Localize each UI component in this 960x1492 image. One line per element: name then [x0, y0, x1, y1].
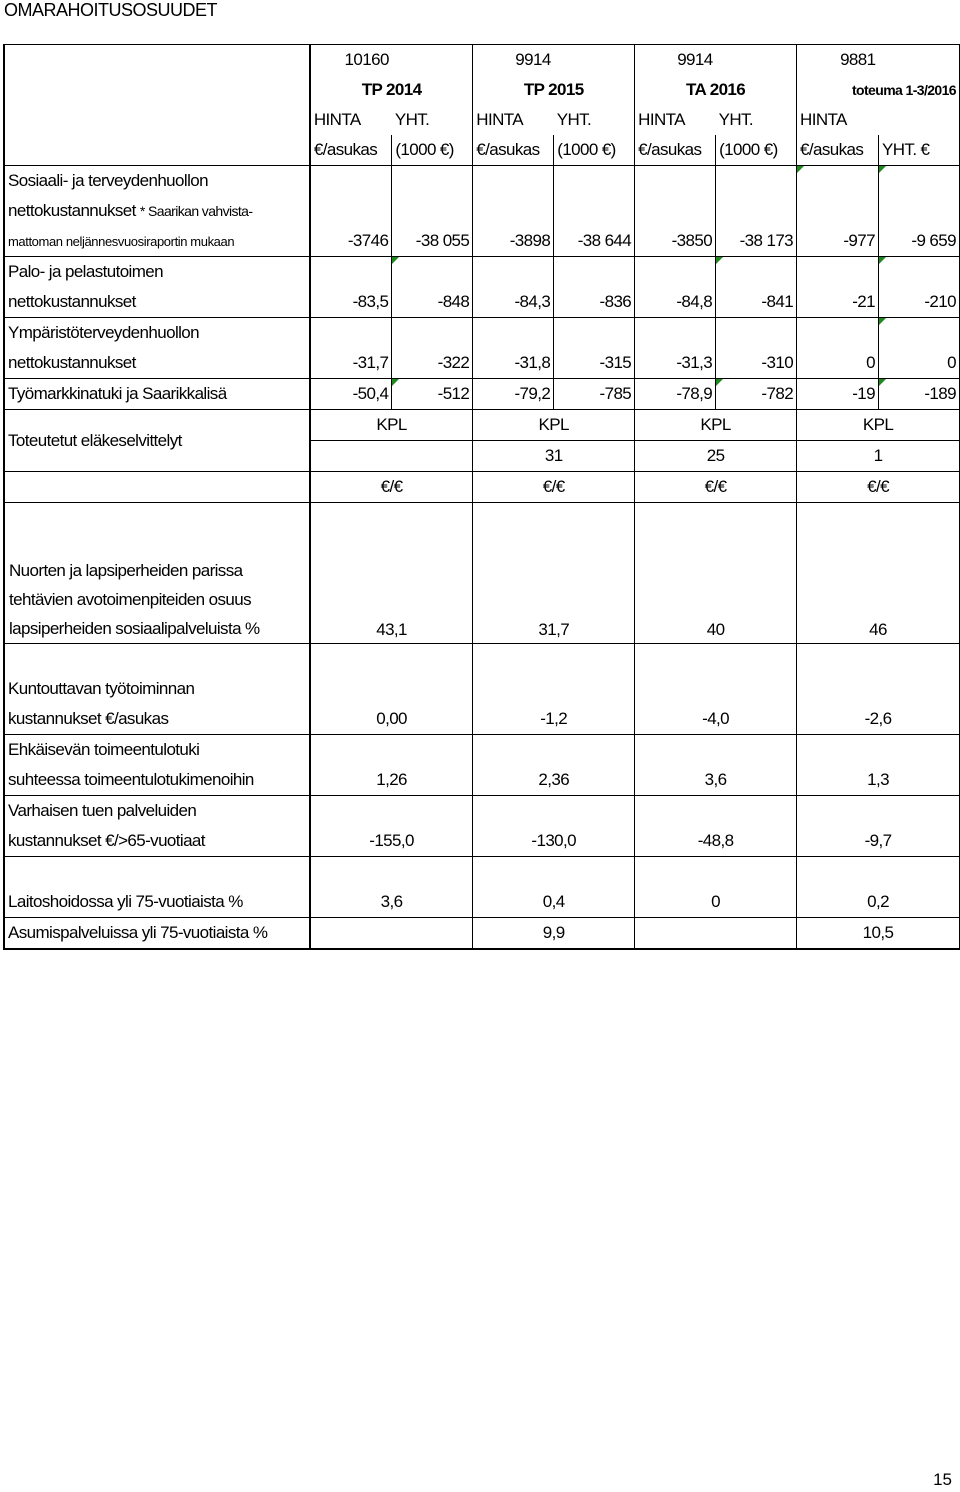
period-tp2014: TP 2014: [361, 80, 422, 99]
table-cell: -785: [554, 379, 635, 410]
col-hinta-toteuma: HINTA: [797, 105, 879, 135]
table-row-asumis: [4, 918, 960, 950]
table-cell: [310, 918, 473, 950]
table-cell: [635, 918, 797, 950]
table-cell: 9,9: [473, 918, 635, 950]
col-hinta-2014: HINTA: [313, 110, 361, 129]
table-cell: -848: [392, 287, 473, 318]
row-label: Laitoshoidossa yli 75-vuotiaista %: [4, 887, 310, 918]
col-yht-2014: YHT.: [394, 110, 430, 129]
row-label: Varhaisen tuen palveluiden: [4, 796, 310, 827]
page-title: OMARAHOITUSOSUUDET: [4, 0, 218, 20]
col-asukas-2014: €/asukas: [310, 135, 392, 166]
page-number: 15: [933, 1470, 952, 1489]
table-cell: -38 055: [392, 226, 473, 257]
unit-eur: €/€: [635, 472, 797, 503]
header-population-row: [4, 45, 960, 76]
table-cell: -782: [716, 379, 797, 410]
unit-kpl: KPL: [797, 410, 960, 441]
table-row-ymparisto-1: [4, 318, 960, 349]
table-cell: 31,7: [473, 503, 635, 644]
table-cell: 0,00: [310, 704, 473, 735]
row-label: Toteutetut eläkeselvittelyt: [4, 410, 310, 472]
row-label: suhteessa toimeentulotukimenoihin: [4, 765, 310, 796]
population-2014: 10160: [310, 45, 392, 76]
table-cell: 46: [797, 503, 960, 644]
table-cell: -19: [797, 379, 879, 410]
unit-eur: €/€: [310, 472, 473, 503]
table-cell: -189: [879, 379, 960, 410]
table-cell: 3,6: [310, 887, 473, 918]
row-label: Asumispalveluissa yli 75-vuotiaista %: [4, 918, 310, 950]
table-cell: -9,7: [797, 826, 960, 857]
table-cell: -50,4: [310, 379, 392, 410]
table-cell: -31,7: [310, 348, 392, 379]
row-label: nettokustannukset: [4, 348, 310, 379]
table-cell: -4,0: [635, 704, 797, 735]
table-cell: -31,3: [635, 348, 716, 379]
unit-kpl: KPL: [473, 410, 635, 441]
header-period-row: [4, 75, 960, 105]
row-label: kustannukset €/asukas: [4, 704, 310, 735]
table-cell: 0: [635, 887, 797, 918]
table-row-tyomarkkinatuki: [4, 379, 960, 410]
table-row-sote-2: [4, 196, 960, 226]
table-cell: 2,36: [473, 765, 635, 796]
table-cell: 0: [879, 348, 960, 379]
table-cell: -155,0: [310, 826, 473, 857]
header-unit-row-1: [4, 105, 960, 135]
table-row-ehkaiseva-2: [4, 765, 960, 796]
table-row-ymparisto-2: [4, 348, 960, 379]
row-label: Palo- ja pelastutoimen: [4, 257, 310, 288]
table-row-palo-1: [4, 257, 960, 288]
table-cell: -84,8: [635, 287, 716, 318]
table-cell: 40: [635, 503, 797, 644]
row-label: Ehkäisevän toimeentulotuki: [4, 735, 310, 766]
table-row-ehkaiseva-1: [4, 735, 960, 766]
col-yht-eur-toteuma: YHT. €: [879, 135, 960, 166]
table-cell: -38 644: [554, 226, 635, 257]
row-label: nettokustannukset: [4, 287, 310, 318]
table-cell: -83,5: [310, 287, 392, 318]
table-row-laitos: [4, 887, 960, 918]
unit-eur: €/€: [797, 472, 960, 503]
row-label: mattoman neljännesvuosiraportin mukaan: [4, 226, 310, 257]
table-cell: -130,0: [473, 826, 635, 857]
table-cell: -79,2: [473, 379, 554, 410]
col-asukas-toteuma: €/asukas: [797, 135, 879, 166]
row-label: Työmarkkinatuki ja Saarikkalisä: [4, 379, 310, 410]
col-asukas-2016: €/asukas: [635, 135, 716, 166]
table-cell: 0,4: [473, 887, 635, 918]
col-hinta-2016: HINTA: [635, 105, 716, 135]
table-row-kuntouttava-1: [4, 674, 960, 704]
row-label: kustannukset €/>65-vuotiaat: [4, 826, 310, 857]
table-cell: 10,5: [797, 918, 960, 950]
table-cell: 1,26: [310, 765, 473, 796]
table-row-kuntouttava-2: [4, 704, 960, 735]
row-label: Ympäristöterveydenhuollon: [4, 318, 310, 349]
table-cell: -836: [554, 287, 635, 318]
table-cell: -841: [716, 287, 797, 318]
table-cell: 43,1: [310, 503, 473, 644]
unit-kpl: KPL: [310, 410, 473, 441]
table-cell: -977: [797, 226, 879, 257]
col-1000-2016: (1000 €): [716, 135, 797, 166]
table-cell: 3,6: [635, 765, 797, 796]
table-cell: -1,2: [473, 704, 635, 735]
row-label: nettokustannukset * Saarikan vahvista-: [4, 196, 310, 226]
period-toteuma: toteuma 1-3/2016: [797, 75, 960, 105]
row-label: Nuorten ja lapsiperheiden parissa tehtävien avotoimenpiteiden osuus lapsiperheiden sosiaalipalveluista %: [4, 503, 310, 644]
table-cell: [310, 441, 473, 472]
col-1000-2015: (1000 €): [554, 135, 635, 166]
table-cell: -2,6: [797, 704, 960, 735]
table-row-varhainen-1: [4, 796, 960, 827]
table-cell: 0: [797, 348, 879, 379]
table-cell: -512: [392, 379, 473, 410]
table-row-varhainen-2: [4, 826, 960, 857]
population-toteuma: 9881: [797, 45, 879, 76]
col-1000-2014: (1000 €): [392, 135, 473, 166]
table-cell: -21: [797, 287, 879, 318]
table-cell: -38 173: [716, 226, 797, 257]
table-cell: -210: [879, 287, 960, 318]
table-cell: 0,2: [797, 887, 960, 918]
table-row-nuorten: [4, 503, 960, 644]
table-cell: -3898: [473, 226, 554, 257]
table-cell: -322: [392, 348, 473, 379]
table-cell: -9 659: [879, 226, 960, 257]
table-cell: 31: [473, 441, 635, 472]
table-cell: -78,9: [635, 379, 716, 410]
table-cell: -31,8: [473, 348, 554, 379]
population-2016: 9914: [635, 45, 716, 76]
table-row-sote-1: [4, 166, 960, 197]
row-label: Kuntouttavan työtoiminnan: [4, 674, 310, 704]
table-cell: 25: [635, 441, 797, 472]
unit-kpl: KPL: [635, 410, 797, 441]
table-row-elake-units: [4, 472, 960, 503]
table-row-sote-3: [4, 226, 960, 257]
table-cell: -48,8: [635, 826, 797, 857]
col-yht-2016: YHT.: [718, 110, 754, 129]
table-row-elake-1: [4, 410, 960, 441]
population-2015: 9914: [473, 45, 554, 76]
period-ta2016: TA 2016: [635, 75, 797, 105]
table-cell: -310: [716, 348, 797, 379]
header-label-cell: [4, 45, 310, 76]
table-cell: -3850: [635, 226, 716, 257]
col-asukas-2015: €/asukas: [473, 135, 554, 166]
table-cell: 1,3: [797, 765, 960, 796]
table-row-palo-2: [4, 287, 960, 318]
period-tp2015: TP 2015: [473, 75, 635, 105]
col-hinta-2015: HINTA: [473, 105, 554, 135]
col-yht-2015: YHT.: [556, 110, 592, 129]
row-label: Sosiaali- ja terveydenhuollon: [4, 166, 310, 197]
unit-eur: €/€: [473, 472, 635, 503]
header-unit-row-2: [4, 135, 960, 166]
table-cell: -315: [554, 348, 635, 379]
table-cell: -84,3: [473, 287, 554, 318]
cost-table: [3, 44, 960, 950]
table-cell: 1: [797, 441, 960, 472]
table-cell: -3746: [310, 226, 392, 257]
